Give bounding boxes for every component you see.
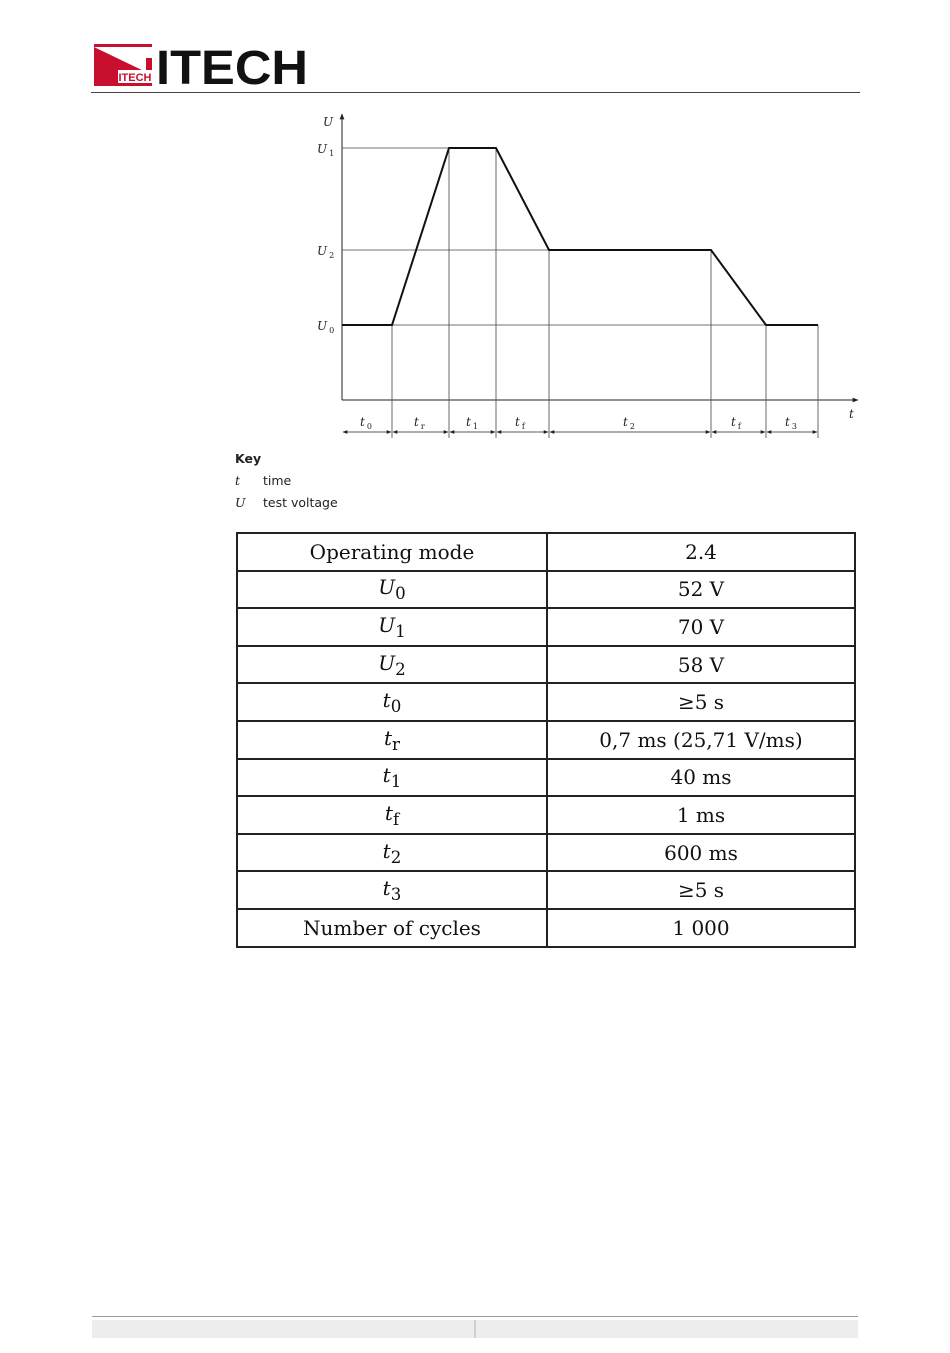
voltage-profile-diagram — [300, 104, 870, 449]
parameter-value: 70 V — [547, 608, 855, 646]
parameter-value: ≥5 s — [547, 683, 855, 721]
interval-label: t $_1$ — [466, 415, 478, 431]
parameter-value: 52 V — [547, 571, 855, 609]
test-parameters-table — [236, 532, 856, 948]
interval-label: t $_r$ — [414, 415, 425, 431]
table-row — [237, 533, 855, 571]
table-row — [237, 571, 855, 609]
parameter-name: $t_r$ — [237, 721, 547, 759]
table-row — [237, 608, 855, 646]
footer-rule — [92, 1316, 858, 1317]
key-item — [235, 472, 338, 494]
parameter-value: 0,7 ms (25,71 V/ms) — [547, 721, 855, 759]
table-row — [237, 871, 855, 909]
parameter-name: $U_1$ — [237, 608, 547, 646]
parameter-name: Operating mode — [237, 533, 547, 571]
parameter-name: $t_3$ — [237, 871, 547, 909]
table-row — [237, 834, 855, 872]
interval-label: t $_f$ — [515, 415, 525, 431]
parameter-value: 40 ms — [547, 759, 855, 797]
y-axis-label: U — [323, 115, 334, 129]
parameter-value: ≥5 s — [547, 871, 855, 909]
interval-label: t $_2$ — [623, 415, 635, 431]
key-item — [235, 494, 338, 516]
key-symbol: U — [235, 495, 246, 510]
parameter-value: 1 ms — [547, 796, 855, 834]
table-row — [237, 909, 855, 947]
logo-badge-text: ITECH — [118, 72, 152, 84]
parameter-value: 600 ms — [547, 834, 855, 872]
interval-label: t $_3$ — [785, 415, 797, 431]
diagram-key — [235, 450, 338, 516]
parameter-value: 1 000 — [547, 909, 855, 947]
itech-logo — [94, 44, 309, 86]
table-row — [237, 683, 855, 721]
level-label-u0: U $_0$ — [317, 319, 335, 335]
table-row — [237, 796, 855, 834]
parameter-name: $U_2$ — [237, 646, 547, 684]
table-row — [237, 646, 855, 684]
parameter-value: 58 V — [547, 646, 855, 684]
header-rule — [91, 92, 860, 93]
parameter-name: Number of cycles — [237, 909, 547, 947]
voltage-waveform — [342, 148, 818, 325]
key-symbol: t — [235, 473, 241, 488]
interval-label: t $_0$ — [360, 415, 372, 431]
parameter-value: 2.4 — [547, 533, 855, 571]
parameter-name: $U_0$ — [237, 571, 547, 609]
time-guides — [392, 148, 818, 438]
interval-label: t $_f$ — [731, 415, 741, 431]
parameter-name: $t_2$ — [237, 834, 547, 872]
parameter-name: $t_1$ — [237, 759, 547, 797]
level-label-u1: U $_1$ — [317, 142, 335, 158]
key-description: time — [263, 473, 292, 488]
parameter-name: $t_f$ — [237, 796, 547, 834]
key-title: Key — [235, 451, 262, 466]
table-row — [237, 721, 855, 759]
key-description: test voltage — [263, 495, 338, 510]
table-row — [237, 759, 855, 797]
level-label-u2: U $_2$ — [317, 244, 335, 260]
logo-text: ITECH — [156, 44, 308, 86]
x-axis-label: t — [849, 407, 854, 421]
parameter-name: $t_0$ — [237, 683, 547, 721]
footer-separator — [474, 1320, 476, 1338]
